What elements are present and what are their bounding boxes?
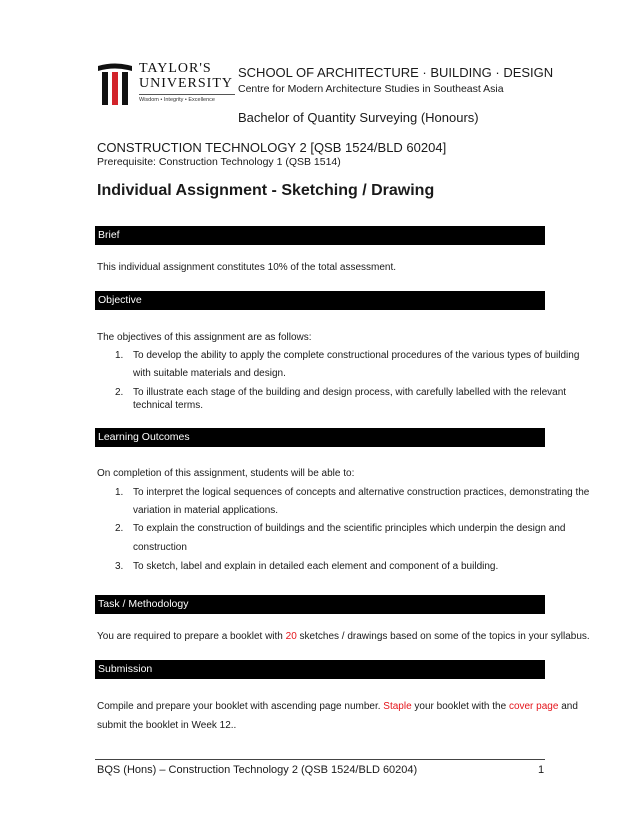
university-crest-icon	[97, 62, 133, 106]
outcome-item-line: To explain the construction of buildings and the scientific principles which underpin the design and	[133, 523, 566, 534]
section-band-brief	[95, 226, 545, 245]
section-heading-learning-outcomes: Learning Outcomes	[98, 431, 190, 443]
outcome-item-number: 1.	[115, 487, 124, 498]
objective-item-line: technical terms.	[133, 400, 204, 411]
brief-text: This individual assignment constitutes 10% of the total assessment.	[97, 262, 397, 273]
objective-item-line: To illustrate each stage of the building and design process, with carefully labelled with the relevant	[133, 387, 567, 398]
page-number: 1	[538, 764, 545, 776]
outcome-item-line: To interpret the logical sequences of concepts and alternative construction practices, demonstrating the	[133, 487, 590, 498]
assignment-title: Individual Assignment - Sketching / Drawing	[97, 182, 435, 199]
section-band-task	[95, 595, 545, 614]
degree-name: Bachelor of Quantity Surveying (Honours)	[238, 110, 479, 125]
logo-tagline: Wisdom • Integrity • Excellence	[139, 97, 215, 103]
outcome-item-number: 3.	[115, 561, 124, 572]
section-band-objective	[95, 291, 545, 310]
cover-page-highlight: cover page	[508, 701, 559, 712]
outcome-item-line: To sketch, label and explain in detailed each element and component of a building.	[133, 561, 499, 572]
submission-text-line1	[97, 701, 578, 712]
section-heading-objective: Objective	[98, 294, 142, 306]
sketch-count: 20	[285, 631, 297, 642]
outcome-item-number: 2.	[115, 523, 124, 534]
course-prerequisite: Prerequisite: Construction Technology 1 (QSB 1514)	[97, 156, 341, 168]
footer-divider	[95, 759, 545, 760]
objective-item-line: To develop the ability to apply the complete constructional procedures of the various types of building	[133, 350, 580, 361]
logo-name-line2: UNIVERSITY	[139, 76, 233, 91]
objective-item-line: with suitable materials and design.	[133, 368, 286, 379]
submission-text-part: Compile and prepare your booklet with ascending page number.	[97, 701, 384, 712]
objective-item-number: 1.	[115, 350, 124, 361]
staple-highlight: Staple	[383, 701, 412, 712]
footer-text: BQS (Hons) – Construction Technology 2 (QSB 1524/BLD 60204)	[97, 764, 418, 776]
school-name: SCHOOL OF ARCHITECTURE · BUILDING · DESIGN	[238, 65, 554, 80]
objective-intro: The objectives of this assignment are as follows:	[97, 332, 312, 343]
section-heading-brief: Brief	[98, 229, 120, 241]
submission-text-part: and	[558, 701, 578, 712]
task-text-start: You are required to prepare a booklet with	[97, 631, 286, 642]
section-heading-task: Task / Methodology	[98, 598, 189, 610]
task-text	[97, 631, 590, 642]
centre-name: Centre for Modern Architecture Studies in Southeast Asia	[238, 83, 504, 95]
learning-outcomes-intro: On completion of this assignment, students will be able to:	[97, 468, 355, 479]
submission-text-part: your booklet with the	[411, 701, 509, 712]
university-logo	[97, 62, 237, 106]
section-band-submission	[95, 660, 545, 679]
section-heading-submission: Submission	[98, 663, 153, 675]
logo-divider	[139, 94, 235, 95]
section-band-learning-outcomes	[95, 428, 545, 447]
course-title: CONSTRUCTION TECHNOLOGY 2 [QSB 1524/BLD 60204]	[97, 140, 447, 155]
submission-text-line2: submit the booklet in Week 12..	[97, 720, 237, 731]
objective-item-number: 2.	[115, 387, 124, 398]
outcome-item-line: construction	[133, 542, 187, 553]
logo-name-line1: TAYLOR'S	[139, 61, 212, 76]
outcome-item-line: variation in material applications.	[133, 505, 279, 516]
task-text-end: sketches / drawings based on some of the topics in your syllabus.	[296, 631, 590, 642]
